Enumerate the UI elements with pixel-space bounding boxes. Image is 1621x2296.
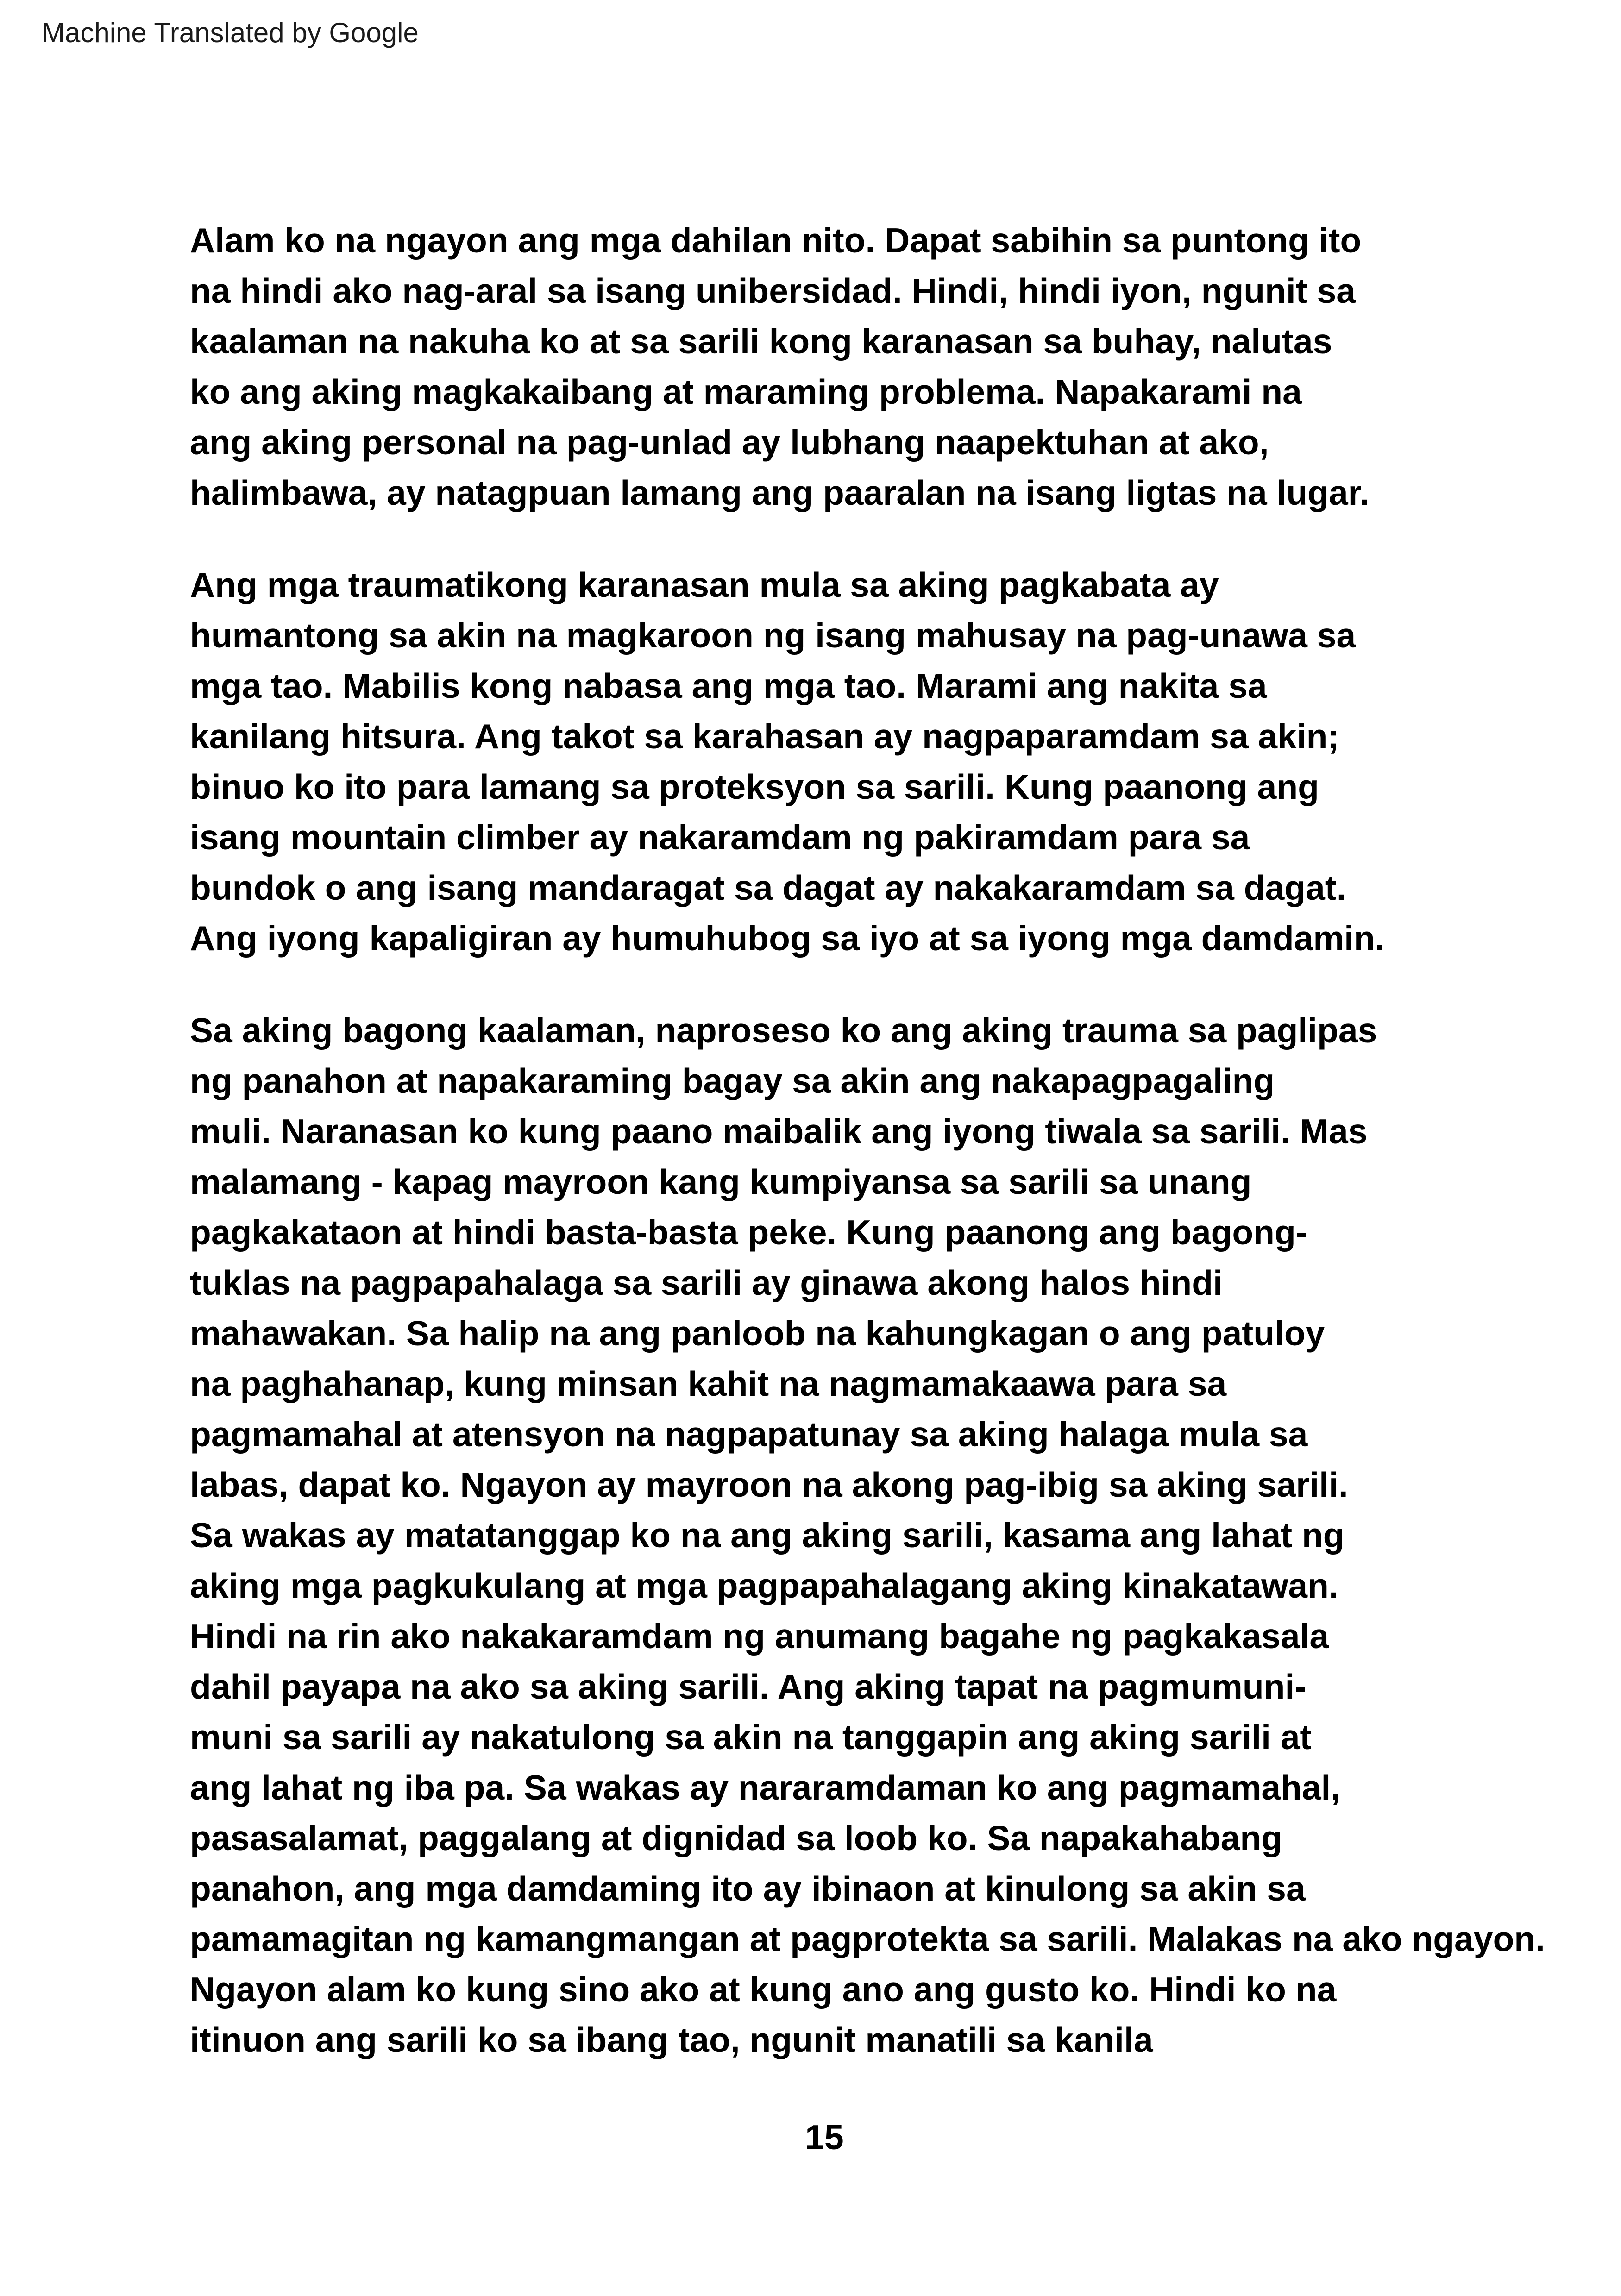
text-line: pamamagitan ng kamangmangan at pagprotekta sa sarili. Malakas na ako ngayon. xyxy=(190,1920,1545,1958)
text-line: malamang - kapag mayroon kang kumpiyansa sa sarili sa unang xyxy=(190,1162,1252,1201)
text-line: ang aking personal na pag-unlad ay lubhang naapektuhan at ako, xyxy=(190,423,1269,462)
text-line: itinuon ang sarili ko sa ibang tao, ngunit manatili sa kanila xyxy=(190,2020,1153,2059)
text-line: humantong sa akin na magkaroon ng isang mahusay na pag-unawa sa xyxy=(190,616,1356,655)
text-line: ang lahat ng iba pa. Sa wakas ay nararamdaman ko ang pagmamahal, xyxy=(190,1768,1341,1807)
text-line: Ang iyong kapaligiran ay humuhubog sa iyo at sa iyong mga damdamin. xyxy=(190,919,1385,958)
text-line: Hindi na rin ako nakakaramdam ng anumang bagahe ng pagkakasala xyxy=(190,1617,1329,1656)
paragraph-spacer xyxy=(190,518,1621,560)
text-line: isang mountain climber ay nakaramdam ng pakiramdam para sa xyxy=(190,818,1250,857)
text-line: ko ang aking magkakaibang at maraming problema. Napakarami na xyxy=(190,372,1302,411)
text-line: bundok o ang isang mandaragat sa dagat ay nakakaramdam sa dagat. xyxy=(190,868,1346,907)
text-line: Alam ko na ngayon ang mga dahilan nito. Dapat sabihin sa puntong ito xyxy=(190,221,1362,260)
text-line: labas, dapat ko. Ngayon ay mayroon na akong pag-ibig sa aking sarili. xyxy=(190,1465,1348,1504)
text-line: binuo ko ito para lamang sa proteksyon sa sarili. Kung paanong ang xyxy=(190,767,1319,806)
text-line: na hindi ako nag-aral sa isang unibersidad. Hindi, hindi iyon, ngunit sa xyxy=(190,271,1356,310)
paragraph-spacer xyxy=(190,964,1621,1005)
paragraph xyxy=(190,215,1621,518)
paragraph xyxy=(190,560,1621,964)
text-line: mga tao. Mabilis kong nabasa ang mga tao. Marami ang nakita sa xyxy=(190,666,1267,705)
text-line: mahawakan. Sa halip na ang panloob na kahungkagan o ang patuloy xyxy=(190,1314,1325,1353)
text-line: Sa wakas ay matatanggap ko na ang aking sarili, kasama ang lahat ng xyxy=(190,1516,1345,1555)
text-line: na paghahanap, kung minsan kahit na nagmamakaawa para sa xyxy=(190,1364,1227,1403)
text-line: panahon, ang mga damdaming ito ay ibinaon at kinulong sa akin sa xyxy=(190,1869,1306,1908)
text-line: pasasalamat, paggalang at dignidad sa loob ko. Sa napakahabang xyxy=(190,1819,1282,1857)
text-line: halimbawa, ay natagpuan lamang ang paaralan na isang ligtas na lugar. xyxy=(190,473,1370,512)
text-line: aking mga pagkukulang at mga pagpapahalagang aking kinakatawan. xyxy=(190,1566,1338,1605)
text-line: pagmamahal at atensyon na nagpapatunay sa aking halaga mula sa xyxy=(190,1415,1308,1454)
text-line: kaalaman na nakuha ko at sa sarili kong karanasan sa buhay, nalutas xyxy=(190,322,1332,361)
page-number: 15 xyxy=(805,2118,844,2157)
machine-translation-note: Machine Translated by Google xyxy=(42,17,419,48)
paragraph xyxy=(190,1005,1621,2065)
text-line: ng panahon at napakaraming bagay sa akin ang nakapagpagaling xyxy=(190,1061,1275,1100)
text-line: kanilang hitsura. Ang takot sa karahasan ay nagpaparamdam sa akin; xyxy=(190,717,1339,756)
text-line: Sa aking bagong kaalaman, naproseso ko ang aking trauma sa paglipas xyxy=(190,1011,1377,1050)
document-body xyxy=(190,215,1621,2065)
text-line: Ang mga traumatikong karanasan mula sa aking pagkabata ay xyxy=(190,565,1219,604)
text-line: pagkakataon at hindi basta-basta peke. Kung paanong ang bagong- xyxy=(190,1213,1307,1252)
text-line: dahil payapa na ako sa aking sarili. Ang aking tapat na pagmumuni- xyxy=(190,1667,1307,1706)
text-line: muli. Naranasan ko kung paano maibalik ang iyong tiwala sa sarili. Mas xyxy=(190,1112,1368,1151)
text-line: Ngayon alam ko kung sino ako at kung ano ang gusto ko. Hindi ko na xyxy=(190,1970,1337,2009)
text-line: muni sa sarili ay nakatulong sa akin na tanggapin ang aking sarili at xyxy=(190,1718,1312,1757)
text-line: tuklas na pagpapahalaga sa sarili ay ginawa akong halos hindi xyxy=(190,1263,1223,1302)
